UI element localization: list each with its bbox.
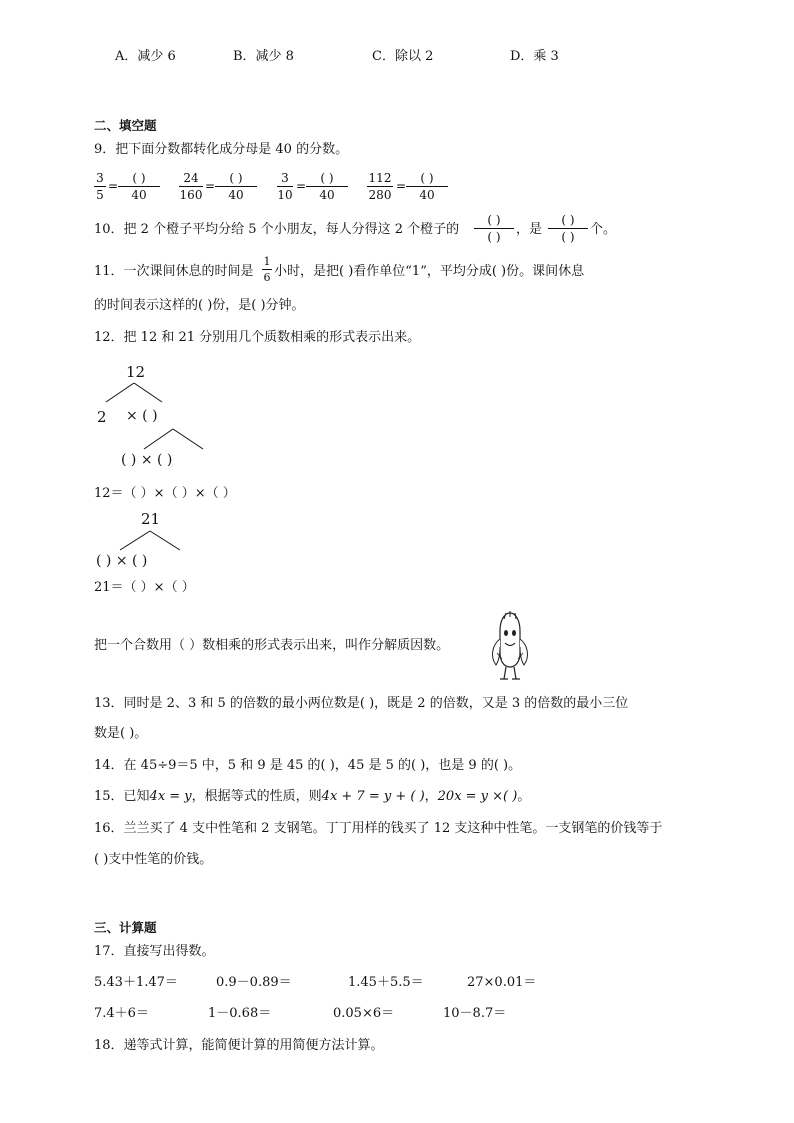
question-11-part-b: 小时，是把( )看作单位“1”，平均分成( )份。课间休息 bbox=[274, 264, 585, 279]
section-title-calculation: 三、计算题 bbox=[94, 920, 157, 935]
fraction-blank-40: ( ) 40 bbox=[306, 171, 348, 202]
question-16-line-1: 16．兰兰买了 4 支中性笔和 2 支钢笔。丁丁用样的钱买了 12 支这种中性笔。一支钢笔的价钱等于 bbox=[94, 821, 663, 836]
fraction-1-6: 1 6 bbox=[263, 255, 271, 284]
expression-2: 20x = y ×( ) bbox=[437, 789, 518, 804]
equals-sign: = bbox=[205, 179, 216, 193]
calc-item: 1.45＋5.5＝ bbox=[348, 975, 424, 990]
equation-12: 12＝（ ）×（ ）×（ ） bbox=[94, 486, 236, 501]
tree-12-row-2: ( ) × ( ) bbox=[121, 452, 173, 468]
option-b: B．减少 8 bbox=[233, 49, 294, 64]
calc-item: 10－8.7＝ bbox=[443, 1006, 507, 1021]
tree-12-factor-2: 2 bbox=[97, 408, 107, 426]
calc-item: 5.43＋1.47＝ bbox=[94, 975, 178, 990]
fraction-blank: ( ) ( ) bbox=[548, 213, 588, 244]
calc-item: 1－0.68＝ bbox=[208, 1006, 272, 1021]
calc-item: 0.05×6＝ bbox=[333, 1006, 395, 1021]
section-title-fill-blank: 二、填空题 bbox=[94, 118, 157, 133]
question-10-part-b: ，是 bbox=[516, 222, 543, 237]
calc-item: 0.9－0.89＝ bbox=[216, 975, 292, 990]
fraction-blank-40: ( ) 40 bbox=[215, 171, 257, 202]
calc-item: 7.4＋6＝ bbox=[94, 1006, 149, 1021]
question-11-line-2: 的时间表示这样的( )份，是( )分钟。 bbox=[94, 298, 305, 313]
fraction-3-5: 3 5 bbox=[94, 171, 106, 202]
fraction-blank-40: ( ) 40 bbox=[406, 171, 448, 202]
question-15: 15．已知4x = y，根据等式的性质，则4x + 7 = y + ( )，20x = y ×( )。 bbox=[94, 789, 531, 804]
fraction-112-280: 112 280 bbox=[368, 171, 392, 202]
option-d: D．乘 3 bbox=[510, 49, 559, 64]
question-18: 18．递等式计算，能简便计算的用简便方法计算。 bbox=[94, 1038, 384, 1053]
given-equation: 4x = y bbox=[149, 789, 192, 804]
tree-21-row: ( ) × ( ) bbox=[96, 553, 148, 569]
question-11-part-a: 11．一次课间休息的时间是 bbox=[94, 264, 254, 279]
question-16-line-2: ( )支中性笔的价钱。 bbox=[94, 852, 213, 867]
question-12: 12．把 12 和 21 分别用几个质数相乘的形式表示出来。 bbox=[94, 330, 421, 345]
option-c: C．除以 2 bbox=[372, 49, 434, 64]
equals-sign: = bbox=[396, 179, 407, 193]
question-13-line-2: 数是( )。 bbox=[94, 726, 148, 741]
equation-21: 21＝（ ）×（ ） bbox=[94, 580, 195, 595]
question-14: 14．在 45÷9＝5 中，5 和 9 是 45 的( )，45 是 5 的( )，也是 9 的( )。 bbox=[94, 758, 522, 773]
fraction-blank: ( ) ( ) bbox=[474, 213, 514, 244]
tree-21-root: 21 bbox=[141, 510, 161, 528]
question-10-part-a: 10．把 2 个橙子平均分给 5 个小朋友，每人分得这 2 个橙子的 bbox=[94, 222, 460, 237]
question-9: 9．把下面分数都转化成分母是 40 的分数。 bbox=[94, 142, 349, 157]
option-a: A．减少 6 bbox=[115, 49, 176, 64]
prime-factorization-note: 把一个合数用（ ）数相乘的形式表示出来，叫作分解质因数。 bbox=[94, 638, 450, 653]
calc-item: 27×0.01＝ bbox=[467, 975, 537, 990]
corn-mascot-icon bbox=[486, 609, 534, 683]
fraction-24-160: 24 160 bbox=[179, 171, 203, 202]
question-17: 17．直接写出得数。 bbox=[94, 944, 215, 959]
question-13-line-1: 13．同时是 2、3 和 5 的倍数的最小两位数是( )，既是 2 的倍数，又是 3 的倍数的最小三位 bbox=[94, 696, 629, 711]
expression-1: 4x + 7 = y + ( ) bbox=[321, 789, 425, 804]
equals-sign: = bbox=[296, 179, 307, 193]
equals-sign: = bbox=[108, 179, 119, 193]
fraction-blank-40: ( ) 40 bbox=[118, 171, 160, 202]
fraction-3-10: 3 10 bbox=[277, 171, 293, 202]
question-10-part-c: 个。 bbox=[590, 222, 617, 237]
tree-12-row-1: × ( ) bbox=[126, 408, 158, 424]
tree-12-root: 12 bbox=[126, 363, 146, 381]
